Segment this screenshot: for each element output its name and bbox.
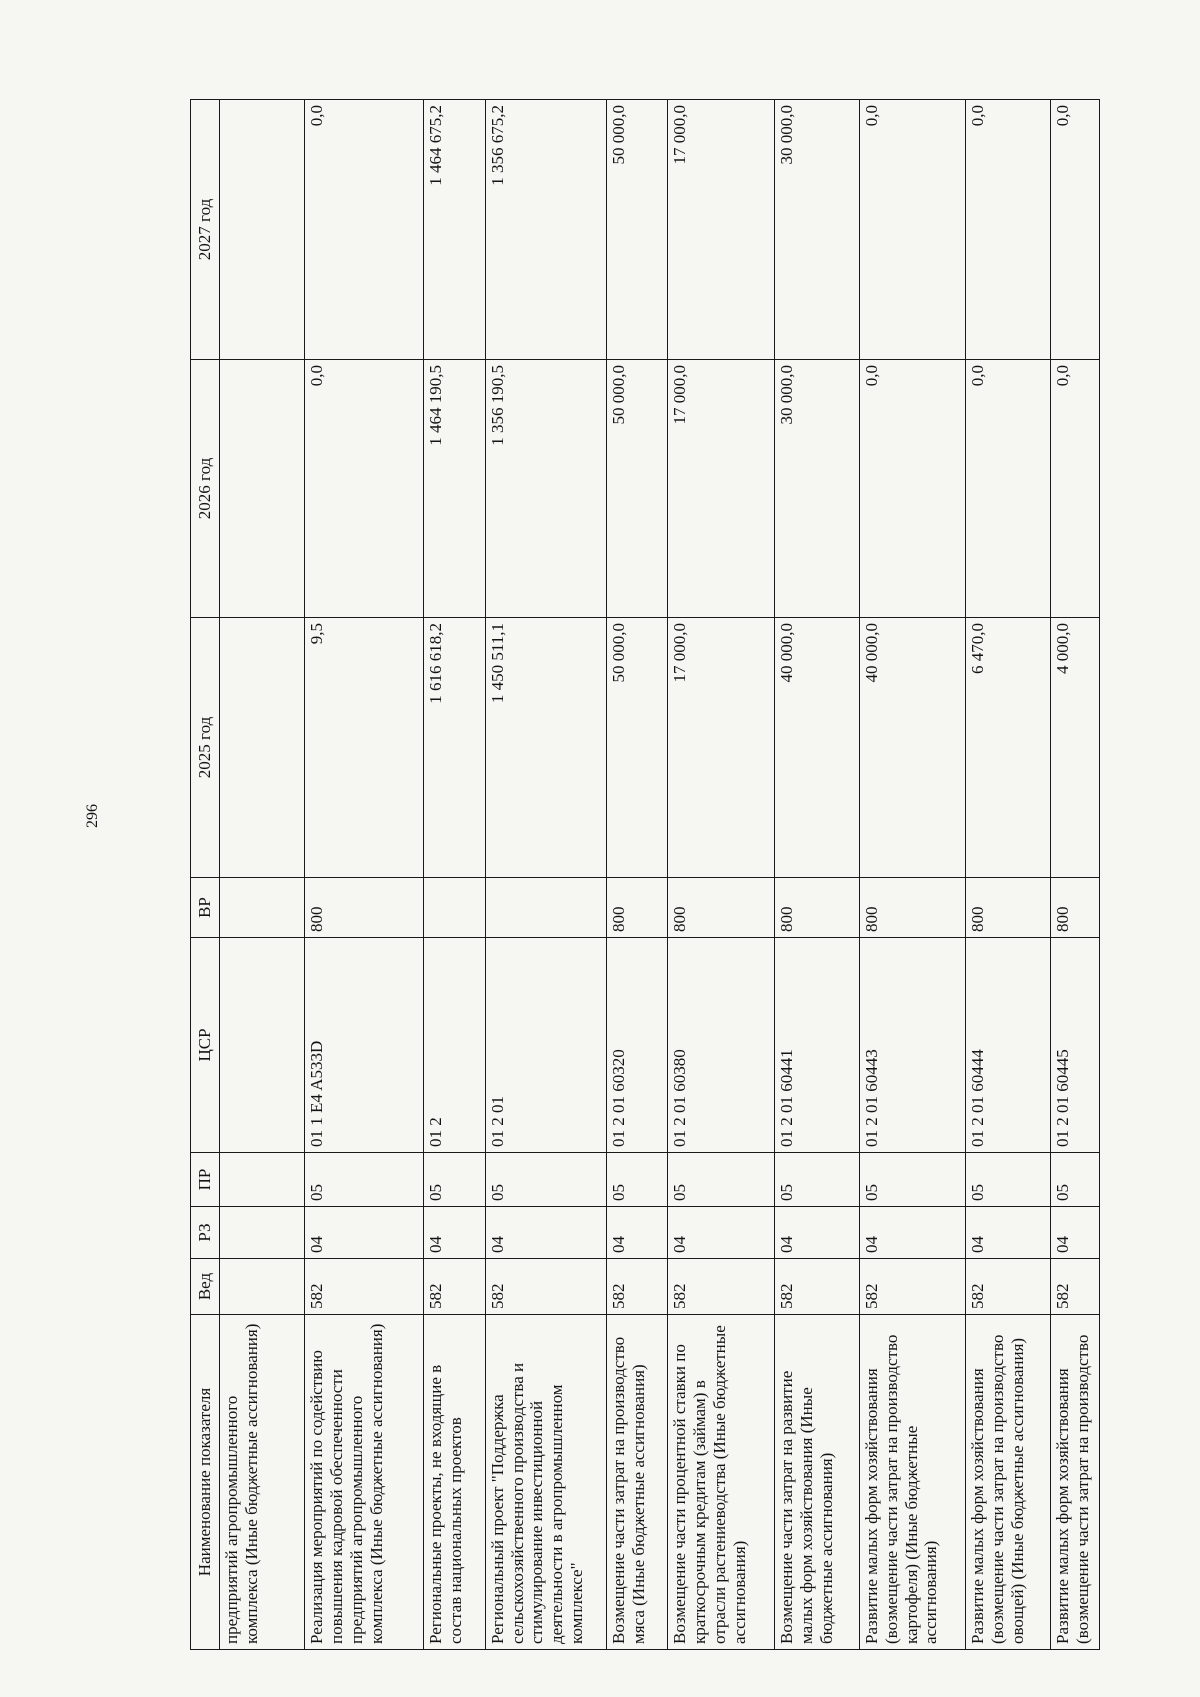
table-row [859, 100, 965, 1650]
row-name: Реализация мероприятий по содействию повышения кадровой обеспеченности предприятий агропромышленного комплекса (Иные бюджетные ассигнования) [305, 1315, 424, 1650]
table-row [305, 100, 424, 1650]
row-name: Развитие малых форм хозяйствования (возмещение части затрат на производство [1051, 1315, 1100, 1650]
row-vr: 800 [966, 878, 1051, 938]
row-2025: 1 450 511,1 [485, 618, 606, 878]
row-pr [220, 1153, 305, 1207]
row-pr: 05 [774, 1153, 859, 1207]
row-2026: 1 464 190,5 [424, 360, 486, 618]
row-rz: 04 [485, 1207, 606, 1259]
row-2027: 50 000,0 [606, 100, 668, 360]
table-row [1051, 100, 1100, 1650]
row-2027: 0,0 [305, 100, 424, 360]
table-row [606, 100, 668, 1650]
row-vr [220, 878, 305, 938]
row-ved: 582 [485, 1259, 606, 1315]
row-vr: 800 [668, 878, 774, 938]
budget-table [190, 99, 1100, 1650]
row-pr: 05 [305, 1153, 424, 1207]
row-2025: 9,5 [305, 618, 424, 878]
row-name: Развитие малых форм хозяйствования (возмещение части затрат на производство овощей) (Иные бюджетные ассигнования) [966, 1315, 1051, 1650]
table-row [220, 100, 305, 1650]
row-2025 [220, 618, 305, 878]
row-2026: 0,0 [859, 360, 965, 618]
header-2025: 2025 год [191, 618, 220, 878]
row-2026 [220, 360, 305, 618]
row-pr: 05 [859, 1153, 965, 1207]
header-2026: 2026 год [191, 360, 220, 618]
row-2027: 0,0 [859, 100, 965, 360]
row-2026: 0,0 [305, 360, 424, 618]
row-2027 [220, 100, 305, 360]
row-2027: 0,0 [966, 100, 1051, 360]
row-csr: 01 2 01 60380 [668, 938, 774, 1153]
row-csr: 01 2 01 [485, 938, 606, 1153]
row-csr [220, 938, 305, 1153]
row-2026: 1 356 190,5 [485, 360, 606, 618]
row-vr: 800 [606, 878, 668, 938]
row-rz: 04 [966, 1207, 1051, 1259]
row-2025: 4 000,0 [1051, 618, 1100, 878]
row-pr: 05 [424, 1153, 486, 1207]
header-vr: ВР [191, 878, 220, 938]
row-ved: 582 [966, 1259, 1051, 1315]
row-2026: 17 000,0 [668, 360, 774, 618]
row-ved: 582 [859, 1259, 965, 1315]
row-rz: 04 [859, 1207, 965, 1259]
row-2025: 6 470,0 [966, 618, 1051, 878]
row-2025: 1 616 618,2 [424, 618, 486, 878]
row-2027: 1 464 675,2 [424, 100, 486, 360]
row-2025: 17 000,0 [668, 618, 774, 878]
row-csr: 01 2 01 60444 [966, 938, 1051, 1153]
row-rz: 04 [668, 1207, 774, 1259]
row-pr: 05 [485, 1153, 606, 1207]
row-2025: 40 000,0 [774, 618, 859, 878]
row-csr: 01 1 E4 A533D [305, 938, 424, 1153]
row-name: Возмещение части затрат на развитие малых форм хозяйствования (Иные бюджетные ассигнования) [774, 1315, 859, 1650]
row-name: Развитие малых форм хозяйствования (возмещение части затрат на производство картофеля) (Иные бюджетные ассигнования) [859, 1315, 965, 1650]
row-pr: 05 [1051, 1153, 1100, 1207]
row-vr: 800 [859, 878, 965, 938]
row-vr: 800 [774, 878, 859, 938]
row-pr: 05 [606, 1153, 668, 1207]
row-2026: 0,0 [1051, 360, 1100, 618]
row-vr [485, 878, 606, 938]
row-vr: 800 [305, 878, 424, 938]
row-rz: 04 [1051, 1207, 1100, 1259]
table-row [774, 100, 859, 1650]
row-2025: 50 000,0 [606, 618, 668, 878]
row-2027: 0,0 [1051, 100, 1100, 360]
row-csr: 01 2 [424, 938, 486, 1153]
row-pr: 05 [966, 1153, 1051, 1207]
row-rz: 04 [424, 1207, 486, 1259]
row-2026: 50 000,0 [606, 360, 668, 618]
table-row [668, 100, 774, 1650]
row-2027: 1 356 675,2 [485, 100, 606, 360]
row-csr: 01 2 01 60441 [774, 938, 859, 1153]
row-rz: 04 [774, 1207, 859, 1259]
header-pr: ПР [191, 1153, 220, 1207]
row-pr: 05 [668, 1153, 774, 1207]
header-rz: РЗ [191, 1207, 220, 1259]
row-ved: 582 [1051, 1259, 1100, 1315]
header-csr: ЦСР [191, 938, 220, 1153]
row-name: Возмещение части затрат на производство мяса (Иные бюджетные ассигнования) [606, 1315, 668, 1650]
row-name: предприятий агропромышленного комплекса (Иные бюджетные ассигнования) [220, 1315, 305, 1650]
table-header-row [191, 100, 220, 1650]
row-ved: 582 [774, 1259, 859, 1315]
page-number: 296 [84, 804, 101, 828]
row-csr: 01 2 01 60443 [859, 938, 965, 1153]
rotated-table-wrapper [190, 100, 1100, 1650]
table-row [485, 100, 606, 1650]
row-2027: 30 000,0 [774, 100, 859, 360]
row-2025: 40 000,0 [859, 618, 965, 878]
row-vr: 800 [1051, 878, 1100, 938]
table-row [966, 100, 1051, 1650]
row-name: Возмещение части процентной ставки по краткосрочным кредитам (займам) в отрасли растениеводства (Иные бюджетные ассигнования) [668, 1315, 774, 1650]
row-rz: 04 [606, 1207, 668, 1259]
row-csr: 01 2 01 60320 [606, 938, 668, 1153]
row-name: Региональные проекты, не входящие в состав национальных проектов [424, 1315, 486, 1650]
row-ved [220, 1259, 305, 1315]
row-ved: 582 [668, 1259, 774, 1315]
row-2026: 30 000,0 [774, 360, 859, 618]
row-rz [220, 1207, 305, 1259]
row-ved: 582 [424, 1259, 486, 1315]
row-csr: 01 2 01 60445 [1051, 938, 1100, 1153]
row-ved: 582 [606, 1259, 668, 1315]
header-ved: Вед [191, 1259, 220, 1315]
table-row [424, 100, 486, 1650]
row-2027: 17 000,0 [668, 100, 774, 360]
row-ved: 582 [305, 1259, 424, 1315]
row-2026: 0,0 [966, 360, 1051, 618]
row-rz: 04 [305, 1207, 424, 1259]
row-vr [424, 878, 486, 938]
header-name: Наименование показателя [191, 1315, 220, 1650]
header-2027: 2027 год [191, 100, 220, 360]
row-name: Региональный проект "Поддержка сельскохозяйственного производства и стимулирование инвестиционной деятельности в агропромышленном комплексе" [485, 1315, 606, 1650]
